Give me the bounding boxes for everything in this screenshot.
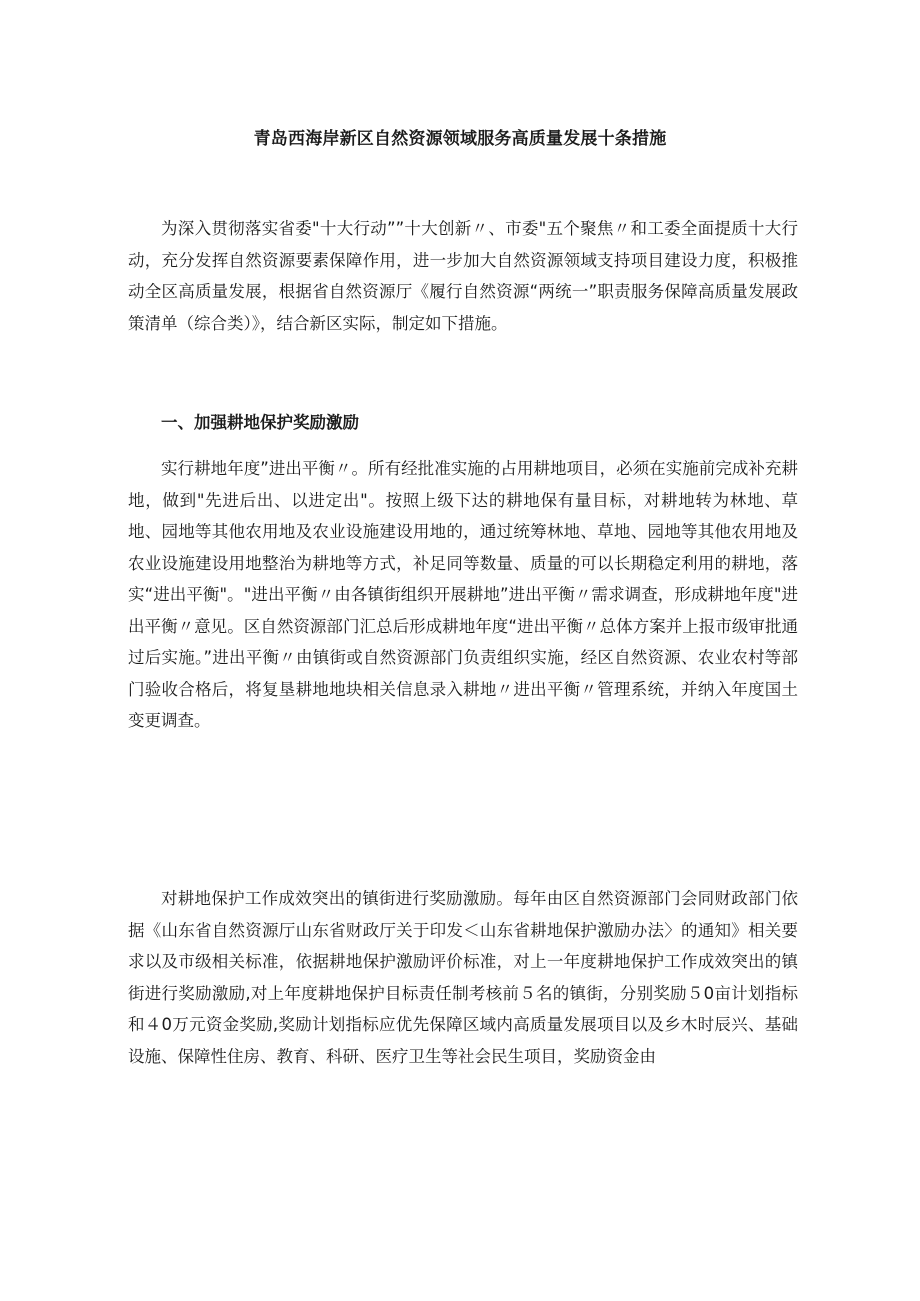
intro-paragraph: 为深入贯彻落实省委"十大行动””十大创新〃、市委"五个聚焦〃和工委全面提质十大行动，充分发挥自然资源要素保障作用，进一步加大自然资源领域支持项目建设力度，积极推动全区高质量发展，根据省自然资源厅《履行自然资源“两统一”职责服务保障高质量发展政策清单（综合类）》，结合新区实际，制定如下措施。 <box>128 219 798 333</box>
section-heading-1: 一、加强耕地保护奖励激励 <box>161 413 359 432</box>
section-1-paragraph-1: 实行耕地年度”进出平衡〃。所有经批准实施的占用耕地项目，必须在实施前完成补充耕地，做到"先进后出、以进定出"。按照上级下达的耕地保有量目标，对耕地转为林地、草地、园地等其他农用地及农业设施建设用地的，通过统筹林地、草地、园地等其他农用地及农业设施建设用地整治为耕地等方式，补足同等数量、质量的可以长期稳定利用的耕地，落实“进出平衡"。"进出平衡〃由各镇街组织开展耕地”进出平衡〃需求调查，形成耕地年度"进出平衡〃意见。区自然资源部门汇总后形成耕地年度“进出平衡〃总体方案并上报市级审批通过后实施。”进出平衡〃由镇街或自然资源部门负责组织实施，经区自然资源、农业农村等部门验收合格后，将复垦耕地地块相关信息录入耕地〃进出平衡〃管理系统，并纳入年度国土变更调查。 <box>128 459 798 730</box>
document-title: 青岛西海岸新区自然资源领域服务高质量发展十条措施 <box>253 129 667 149</box>
section-1-paragraph-2: 对耕地保护工作成效突出的镇街进行奖励激励。每年由区自然资源部门会同财政部门依据《山东省自然资源厅山东省财政厅关于印发＜山东省耕地保护激励办法〉的通知》相关要求以及市级相关标准，依据耕地保护激励评价标准，对上一年度耕地保护工作成效突出的镇街进行奖励激励,对上年度耕地保护目标责任制考核前５名的镇街，分别奖励５0亩计划指标和４0万元资金奖励,奖励计划指标应优先保障区域内高质量发展项目以及乡木时辰兴、基础设施、保障性住房、教育、科研、医疗卫生等社会民生项目，奖励资金由 <box>128 889 798 1066</box>
